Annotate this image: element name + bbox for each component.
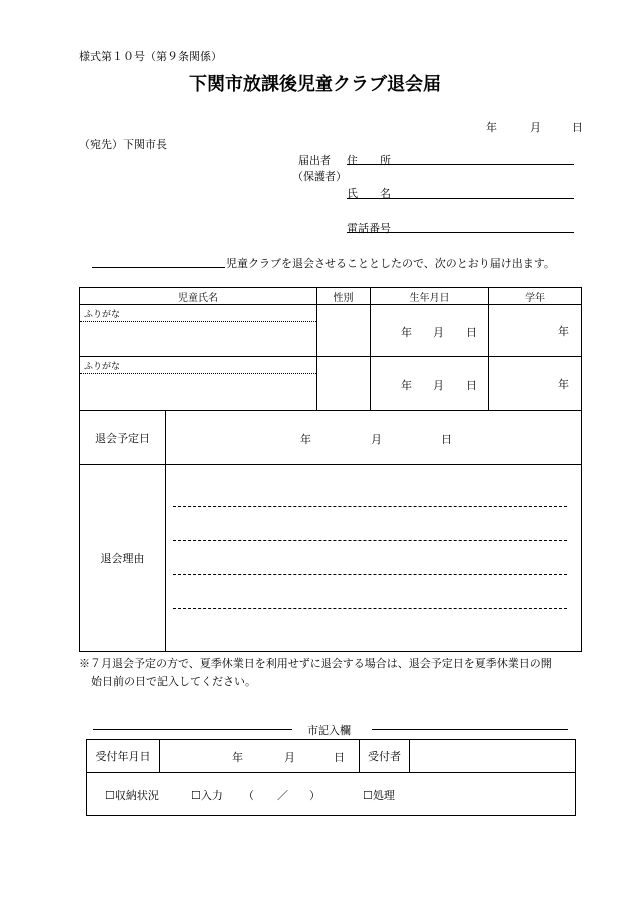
header-grade: 学年 xyxy=(489,288,582,305)
addressee: （宛先）下関市長 xyxy=(79,138,167,151)
furigana-label: ふりがな xyxy=(84,362,121,372)
sex-cell[interactable] xyxy=(317,305,371,357)
birthdate-cell[interactable] xyxy=(371,305,489,357)
reason-line xyxy=(173,608,567,609)
leave-year: 年 xyxy=(300,432,311,446)
sex-cell[interactable] xyxy=(317,357,371,411)
office-divider-left xyxy=(93,729,292,730)
note-line-1: ※７月退会予定の方で、夏季休業日を利用せずに退会する場合は、退会予定日を夏季休業日の開 xyxy=(79,657,552,670)
birth-day: 日 xyxy=(466,378,477,392)
received-day: 日 xyxy=(334,750,345,764)
received-date-cell[interactable] xyxy=(160,740,360,773)
child-name-cell[interactable] xyxy=(80,357,317,411)
leave-date-label: 退会予定日 xyxy=(80,411,166,465)
header-sex: 性別 xyxy=(317,288,371,305)
receiver-label: 受付者 xyxy=(360,740,410,773)
applicant-label: 届出者 xyxy=(298,154,331,167)
date-year: 年 xyxy=(486,121,497,134)
phone-line[interactable] xyxy=(347,232,574,233)
input-checkbox[interactable]: ☐入力 xyxy=(191,788,223,802)
reason-line xyxy=(173,540,567,541)
form-number: 様式第１０号（第９条関係） xyxy=(79,50,222,63)
name-line[interactable] xyxy=(347,198,574,199)
furigana-label: ふりがな xyxy=(84,310,121,320)
statement-blank-line[interactable] xyxy=(92,267,225,268)
date-day: 日 xyxy=(572,121,583,134)
phone-label: 電話番号 xyxy=(347,222,391,235)
table-row xyxy=(80,305,582,357)
grade-unit: 年 xyxy=(558,324,569,338)
statement-text: 児童クラブを退会させることとしたので、次のとおり届け出ます。 xyxy=(226,257,555,270)
slash: ／ xyxy=(277,788,288,802)
header-birthdate: 生年月日 xyxy=(371,288,489,305)
address-line[interactable] xyxy=(347,164,574,165)
grade-unit: 年 xyxy=(558,377,569,391)
received-date-label: 受付年月日 xyxy=(87,740,160,773)
status-row xyxy=(87,773,576,816)
office-table xyxy=(86,739,576,816)
table-row xyxy=(80,357,582,411)
address-label: 住 所 xyxy=(347,154,391,167)
reason-line xyxy=(173,574,567,575)
paren-close: ） xyxy=(309,788,320,802)
received-year: 年 xyxy=(232,750,243,764)
leave-date-cell[interactable] xyxy=(166,411,582,465)
grade-cell[interactable] xyxy=(489,305,582,357)
received-month: 月 xyxy=(284,750,295,764)
reason-line xyxy=(173,506,567,507)
birth-day: 日 xyxy=(466,325,477,339)
birth-year: 年 xyxy=(401,325,412,339)
birth-month: 月 xyxy=(433,325,444,339)
paren-open: （ xyxy=(243,788,254,802)
office-divider-right xyxy=(372,729,568,730)
child-name-cell[interactable] xyxy=(80,305,317,357)
note-line-2: 始日前の日で記入してください。 xyxy=(91,675,256,688)
birth-month: 月 xyxy=(433,378,444,392)
leave-day: 日 xyxy=(441,432,452,446)
page-title: 下関市放課後児童クラブ退会届 xyxy=(189,74,441,95)
date-month: 月 xyxy=(530,121,541,134)
grade-cell[interactable] xyxy=(489,357,582,411)
child-table xyxy=(79,287,582,411)
name-label: 氏 名 xyxy=(347,187,391,200)
reason-label: 退会理由 xyxy=(80,465,166,652)
applicant-sub-label: （保護者） xyxy=(292,170,347,183)
process-checkbox[interactable]: ☐処理 xyxy=(363,788,395,802)
payment-status-checkbox[interactable]: ☐収納状況 xyxy=(105,788,159,802)
birthdate-cell[interactable] xyxy=(371,357,489,411)
header-child-name: 児童氏名 xyxy=(80,288,317,305)
leave-table xyxy=(79,410,582,652)
leave-month: 月 xyxy=(371,432,382,446)
office-section-title: 市記入欄 xyxy=(307,724,351,737)
birth-year: 年 xyxy=(401,378,412,392)
reason-cell[interactable] xyxy=(166,465,582,652)
receiver-cell[interactable] xyxy=(410,740,576,773)
